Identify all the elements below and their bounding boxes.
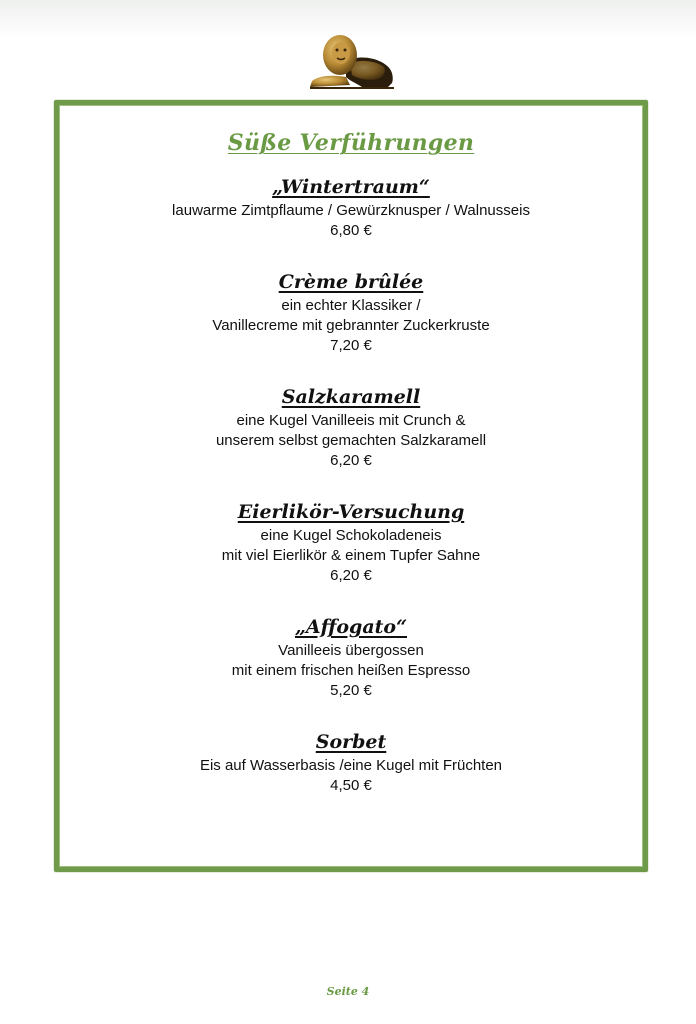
- item-price: 7,20 €: [330, 337, 372, 354]
- item-description: eine Kugel Vanilleeis mit Crunch &: [236, 412, 466, 429]
- page-number: Seite 4: [326, 985, 370, 998]
- item-price: 6,20 €: [330, 567, 372, 584]
- item-description: unserem selbst gemachten Salzkaramell: [215, 432, 487, 449]
- item-description: mit viel Eierlikör & einem Tupfer Sahne: [221, 547, 481, 564]
- item-description: mit einem frischen heißen Espresso: [231, 662, 471, 679]
- item-price: 5,20 €: [330, 682, 372, 699]
- menu-item: [54, 613, 648, 701]
- item-description: ein echter Klassiker /: [281, 297, 421, 314]
- item-price: 4,50 €: [330, 777, 372, 794]
- menu-item: [54, 173, 648, 241]
- item-description: Vanilleeis übergossen: [278, 642, 424, 659]
- item-description: lauwarme Zimtpflaume / Gewürzknusper / Walnusseis: [172, 202, 530, 219]
- lion-statue-icon: [306, 31, 398, 89]
- item-description: Eis auf Wasserbasis /eine Kugel mit Früchten: [199, 757, 503, 774]
- item-name: „Affogato“: [294, 616, 408, 638]
- menu-item: [54, 268, 648, 356]
- item-name: Eierlikör-Versuchung: [237, 501, 465, 523]
- menu-item: [54, 383, 648, 471]
- menu-title: Süße Verführungen: [227, 130, 475, 156]
- menu-item: [54, 728, 648, 796]
- item-name: Salzkaramell: [281, 386, 421, 408]
- item-name: Sorbet: [315, 731, 387, 753]
- item-price: 6,20 €: [330, 452, 372, 469]
- item-price: 6,80 €: [330, 222, 372, 239]
- item-description: Vanillecreme mit gebrannter Zuckerkruste: [212, 317, 490, 334]
- item-name: „Wintertraum“: [272, 176, 430, 198]
- menu-item: [54, 498, 648, 586]
- item-name: Crème brûlée: [278, 271, 424, 293]
- item-description: eine Kugel Schokoladeneis: [260, 527, 442, 544]
